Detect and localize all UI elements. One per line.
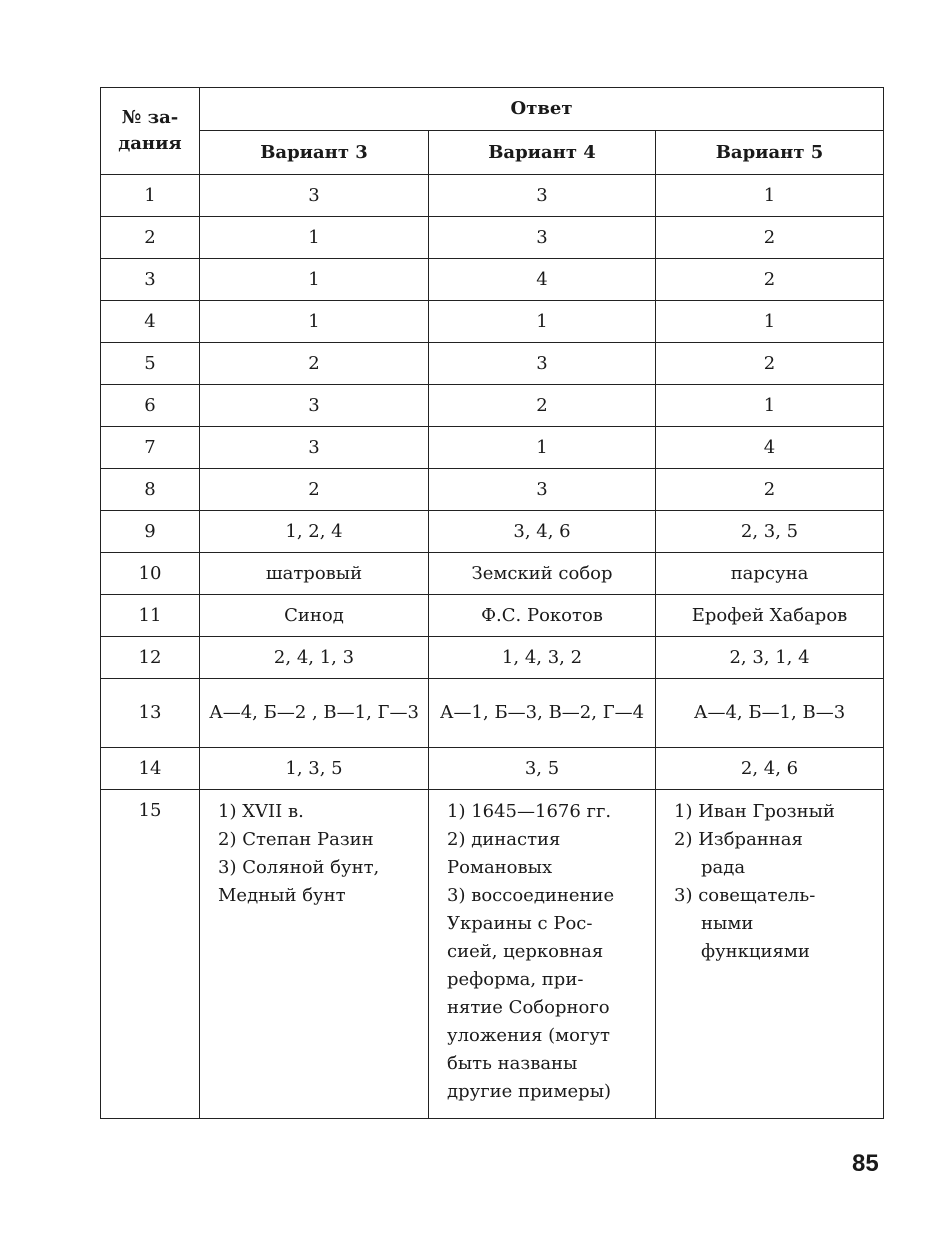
answer-cell: парсуна — [656, 553, 884, 595]
answer-cell: Земский собор — [429, 553, 656, 595]
answer-cell: 2 — [429, 385, 656, 427]
answer-line: 3) воссоединение — [447, 885, 615, 906]
answer-line: функциями — [701, 941, 810, 962]
table-row — [101, 748, 884, 790]
answer-cell: 1 — [200, 301, 429, 343]
answer-cell: 3 — [200, 385, 429, 427]
task-number: 12 — [101, 637, 200, 679]
answer-cell: 2 — [200, 343, 429, 385]
task-number: 9 — [101, 511, 200, 553]
table-row — [101, 790, 884, 1119]
task-number: 3 — [101, 259, 200, 301]
answer-cell: 1 — [429, 427, 656, 469]
answer-line: 3) Соляной бунт, — [218, 857, 380, 878]
answer-line: 3) совещатель- — [674, 885, 816, 906]
task-number: 4 — [101, 301, 200, 343]
table-row — [101, 343, 884, 385]
answer-cell: 2 — [656, 259, 884, 301]
answer-cell: 4 — [656, 427, 884, 469]
answer-cell — [200, 790, 429, 1119]
task-number: 10 — [101, 553, 200, 595]
answer-line: ными — [701, 913, 754, 934]
answer-cell: 2, 4, 1, 3 — [200, 637, 429, 679]
answer-cell — [429, 790, 656, 1119]
answer-line: 1) Иван Грозный — [674, 801, 835, 822]
answer-cell: 3, 4, 6 — [429, 511, 656, 553]
task-number: 1 — [101, 175, 200, 217]
answer-line: сией, церковная — [447, 941, 604, 962]
table-row — [101, 217, 884, 259]
answer-line: 2) Степан Разин — [218, 829, 374, 850]
answers-table — [100, 87, 884, 1119]
answer-cell: А—1, Б—3, В—2, Г—4 — [429, 679, 656, 748]
task-number: 8 — [101, 469, 200, 511]
table-row — [101, 259, 884, 301]
answer-cell: 2, 4, 6 — [656, 748, 884, 790]
table-row — [101, 469, 884, 511]
table-row — [101, 385, 884, 427]
answer-line: 1) XVII в. — [218, 801, 304, 822]
table-row — [101, 595, 884, 637]
table-row — [101, 175, 884, 217]
variant-header: Вариант 5 — [656, 131, 884, 175]
variant-header: Вариант 4 — [429, 131, 656, 175]
answer-cell: 3 — [200, 175, 429, 217]
answer-cell: шатровый — [200, 553, 429, 595]
answer-cell — [656, 790, 884, 1119]
task-number: 13 — [101, 679, 200, 748]
answer-cell: 3 — [429, 175, 656, 217]
answer-line: Медный бунт — [218, 885, 346, 906]
answer-cell: 4 — [429, 259, 656, 301]
answer-cell: 1 — [429, 301, 656, 343]
task-number-header: № за- дания — [101, 88, 200, 175]
answer-cell: 2 — [200, 469, 429, 511]
answer-line: реформа, при- — [447, 969, 584, 990]
answer-cell: Ф.С. Рокотов — [429, 595, 656, 637]
answer-cell: 3 — [200, 427, 429, 469]
task-number: 5 — [101, 343, 200, 385]
answer-cell: 2 — [656, 469, 884, 511]
answer-line: быть названы — [447, 1053, 578, 1074]
table-row — [101, 637, 884, 679]
table-row — [101, 679, 884, 748]
page-number: 85 — [852, 1150, 879, 1177]
table-row — [101, 427, 884, 469]
answer-cell: 1 — [656, 385, 884, 427]
answer-cell: 1 — [200, 259, 429, 301]
answer-line: 2) династия — [447, 829, 561, 850]
answer-cell: А—4, Б—1, В—3 — [656, 679, 884, 748]
answer-cell: 2, 3, 1, 4 — [656, 637, 884, 679]
answer-header: Ответ — [200, 88, 884, 131]
table-row — [101, 553, 884, 595]
answer-cell: 1 — [656, 175, 884, 217]
answer-cell: А—4, Б—2 , В—1, Г—3 — [200, 679, 429, 748]
answer-line: 1) 1645—1676 гг. — [447, 801, 612, 822]
answer-cell: 1 — [200, 217, 429, 259]
answer-cell: 2, 3, 5 — [656, 511, 884, 553]
answer-line: другие примеры) — [447, 1081, 612, 1102]
answer-line: нятие Соборного — [447, 997, 610, 1018]
answer-cell: 3 — [429, 469, 656, 511]
task-number: 15 — [101, 790, 200, 1119]
answer-line: уложения (могут — [447, 1025, 610, 1046]
answer-cell: 1, 3, 5 — [200, 748, 429, 790]
answer-cell: 1 — [656, 301, 884, 343]
table-row — [101, 301, 884, 343]
answer-cell: 3 — [429, 217, 656, 259]
answer-cell: 1, 4, 3, 2 — [429, 637, 656, 679]
answer-cell: 3 — [429, 343, 656, 385]
answer-cell: Синод — [200, 595, 429, 637]
answer-line: рада — [701, 857, 746, 878]
answer-cell: 3, 5 — [429, 748, 656, 790]
task-number: 2 — [101, 217, 200, 259]
answer-line: 2) Избранная — [674, 829, 803, 850]
variant-header: Вариант 3 — [200, 131, 429, 175]
answer-line: Романовых — [447, 857, 553, 878]
answer-cell: Ерофей Хабаров — [656, 595, 884, 637]
task-number: 7 — [101, 427, 200, 469]
answer-cell: 2 — [656, 217, 884, 259]
task-number: 6 — [101, 385, 200, 427]
answer-line: Украины с Рос- — [447, 913, 593, 934]
answer-cell: 2 — [656, 343, 884, 385]
task-number: 11 — [101, 595, 200, 637]
answer-cell: 1, 2, 4 — [200, 511, 429, 553]
table-row — [101, 511, 884, 553]
task-number: 14 — [101, 748, 200, 790]
